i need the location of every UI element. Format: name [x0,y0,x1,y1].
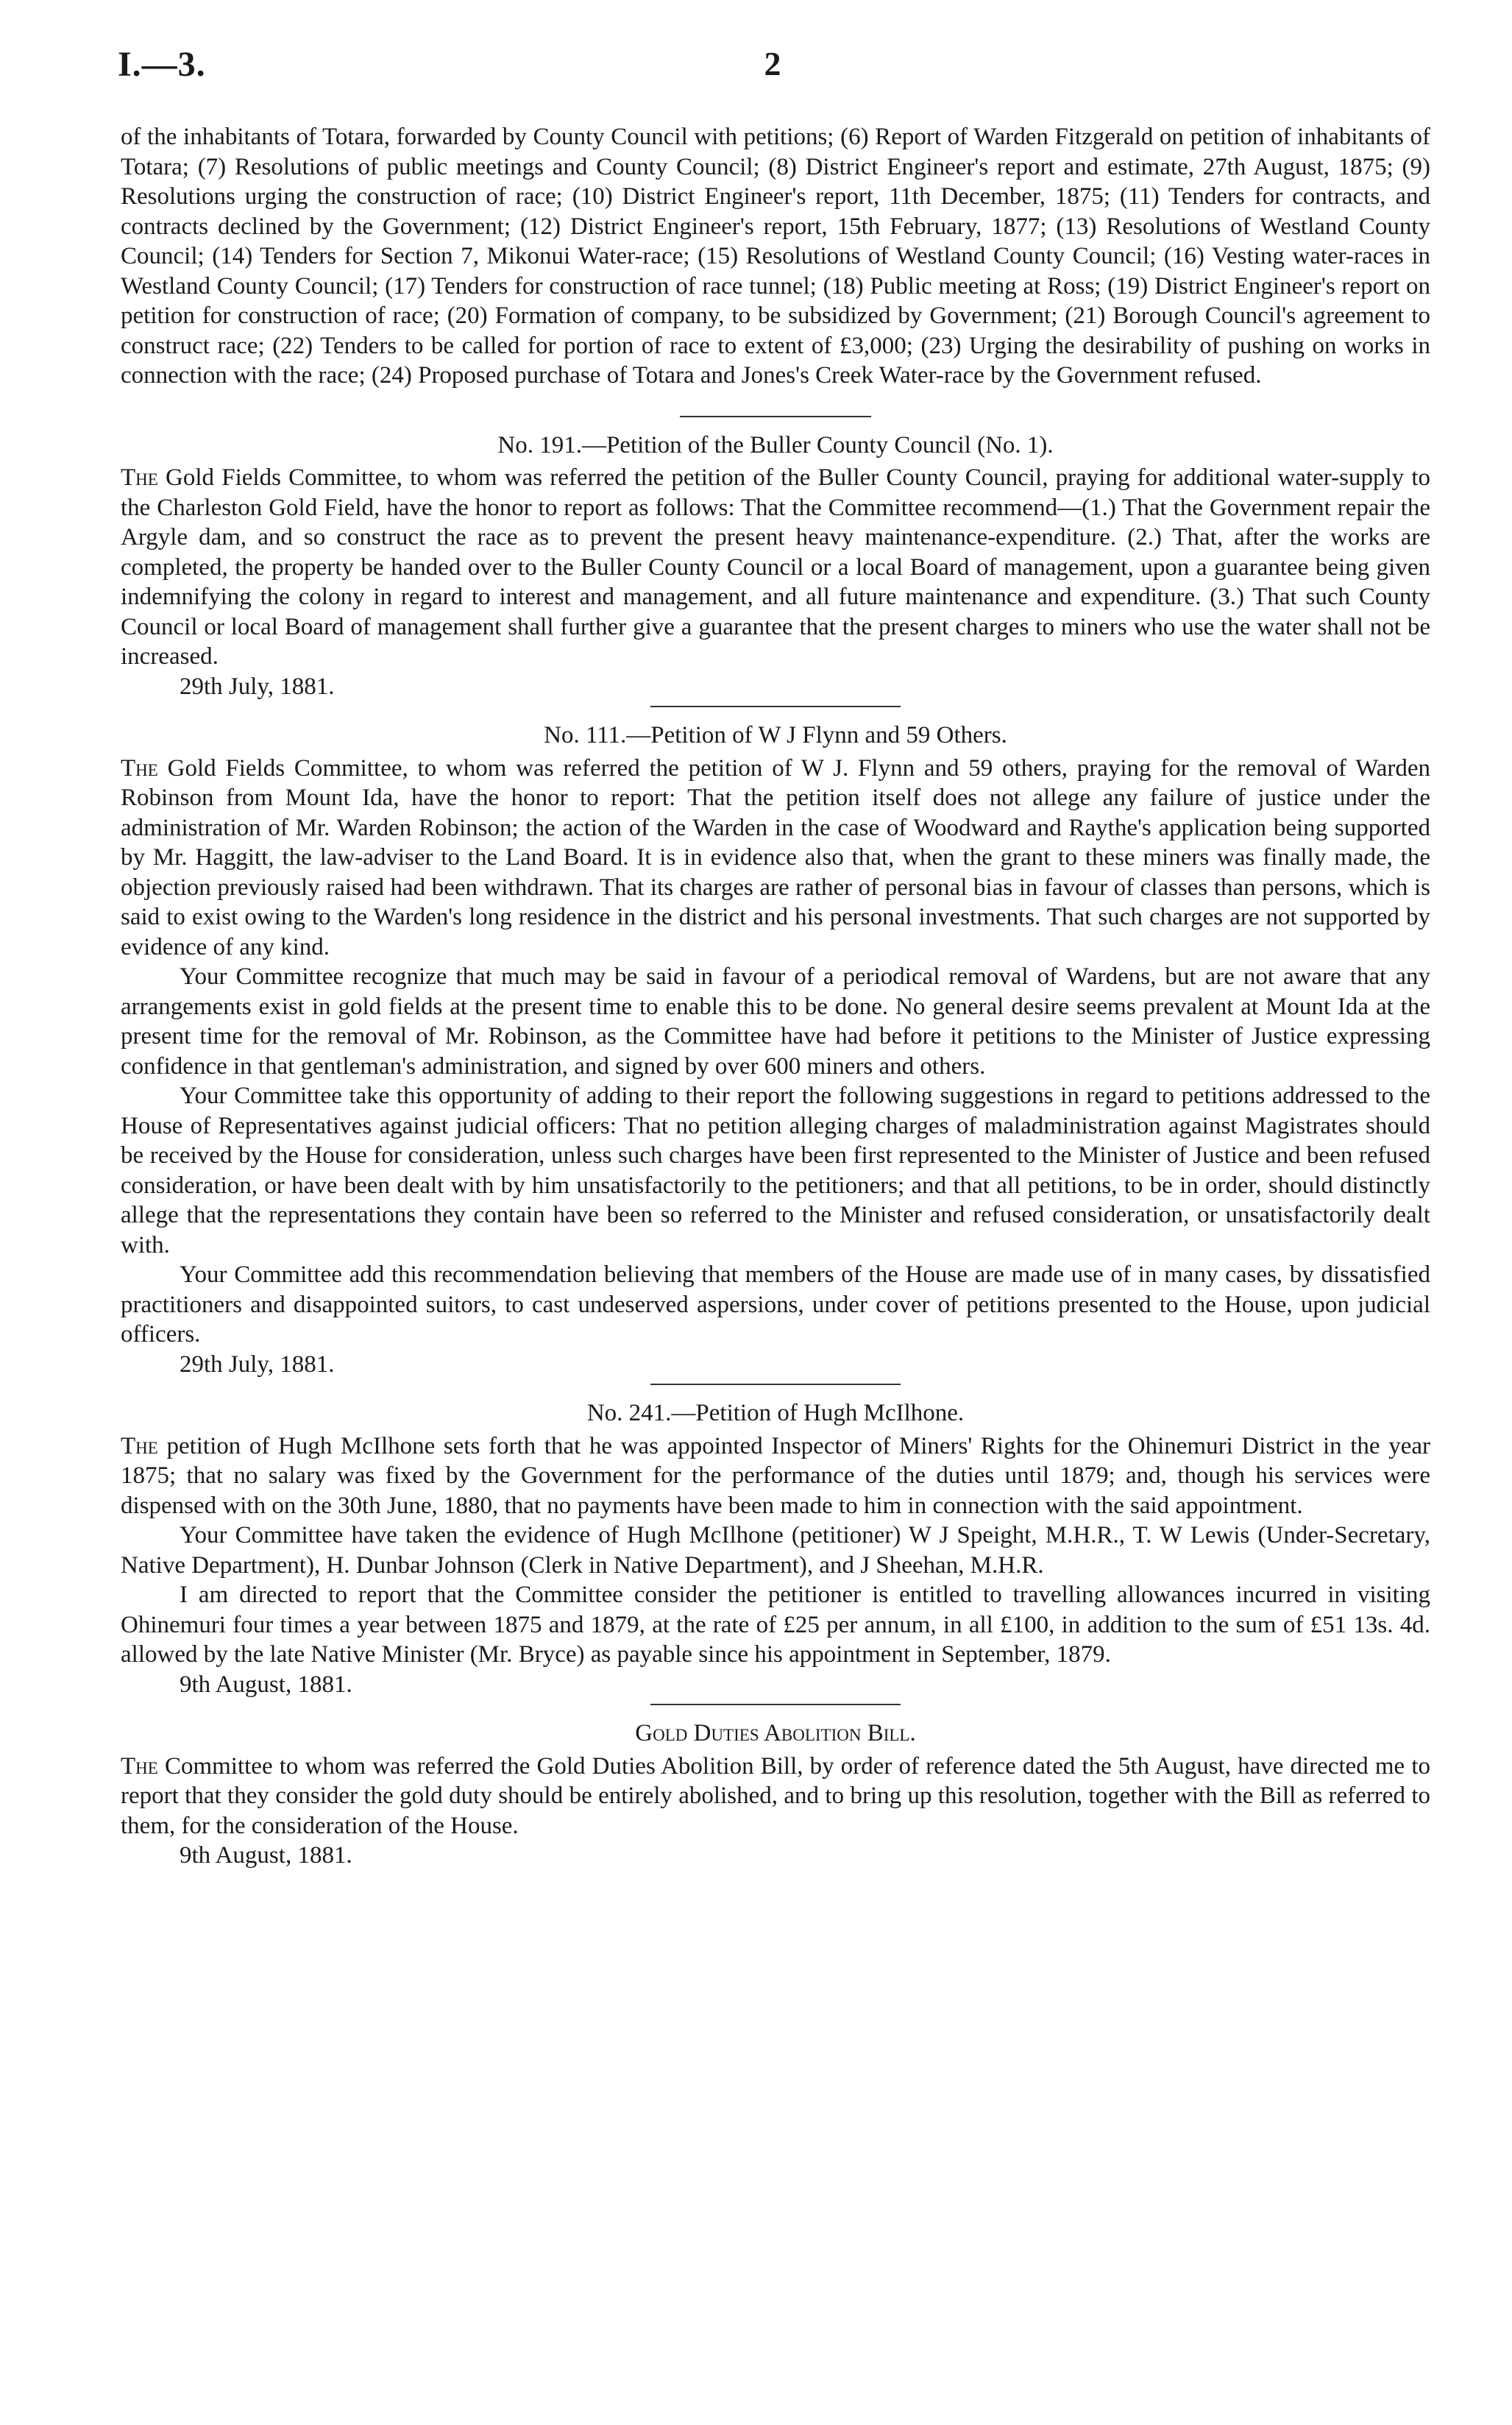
section-date: 29th July, 1881. [180,1350,335,1378]
section-paragraph: I am directed to report that the Committee consider the petitioner is entitled to travelling allowances incurred in visiting Ohinemuri four times a year between 1875 and 1879, at the rate of £25 per annum, in all £100, in addition to the sum of £51 13s. 4d. allowed by the late Native Minister (Mr. Bryce) as payable since his appointment in September, 1879. [121,1582,1430,1668]
document-reference: I.—3. [118,45,206,84]
section-heading-flynn: No. 111.—Petition of W J Flynn and 59 Others. [544,722,1007,748]
section-paragraph: The petition of Hugh McIlhone sets forth that he was appointed Inspector of Miners' Rights for the Ohinemuri District in the year 1875; that no salary was fixed by the Government for the performance of the duties until 1879; and, though his services were dispensed with on the 30th June, 1880, that no payments have been made to him in connection with the said appointment. [121,1432,1430,1519]
page-header [118,44,1427,96]
section-paragraph: The Committee to whom was referred the Gold Duties Abolition Bill, by order of reference dated the 5th August, have directed me to report that they consider the gold duty should be entirely abolished, and to bring up this resolution, together with the Bill as referred to them, for the consideration of the House. [121,1752,1430,1839]
section-heading-gold-duties: Gold Duties Abolition Bill. [635,1720,916,1746]
section-paragraph: Your Committee add this recommendation believing that members of the House are made use of in many cases, by dissatisfied practitioners and disappointed suitors, to cast undeserved aspersions, under cover of petitions presented to the House, upon judicial officers. [121,1261,1430,1348]
section-divider [680,416,871,417]
lead-word: The [121,754,158,782]
lead-word: The [121,464,158,491]
report-body [121,122,1430,1871]
section-divider [650,706,901,707]
section-paragraph: The Gold Fields Committee, to whom was referred the petition of the Buller County Council, praying for additional water-supply to the Charleston Gold Field, have the honor to report as follows: That the Committee recommend—(1.) That the Government repair the Argyle dam, and so construct the race as to prevent the present heavy maintenance-expenditure. (2.) That, after the works are completed, the property be handed over to the Buller County Council or a local Board of management, upon a guarantee being given indemnifying the colony in regard to interest and management, and all future maintenance and expenditure. (3.) That such County Council or local Board of management shall further give a guarantee that the present charges to miners who use the water shall not be increased. [121,464,1430,670]
intro-paragraph: of the inhabitants of Totara, forwarded by County Council with petitions; (6) Report of Warden Fitzgerald on petition of inhabitants of Totara; (7) Resolutions of public meetings and County Council; (8) District Engineer's report and estimate, 27th August, 1875; (9) Resolutions urging the construction of race; (10) District Engineer's report, 11th December, 1875; (11) Tenders for contracts, and contracts declined by the Government; (12) District Engineer's report, 15th February, 1877; (13) Resolutions of Westland County Council; (14) Tenders for Section 7, Mikonui Water-race; (15) Resolutions of Westland County Council; (16) Vesting water-races in Westland County Council; (17) Tenders for construction of race tunnel; (18) Public meeting at Ross; (19) District Engineer's report on petition for construction of race; (20) Formation of company, to be subsidized by Government; (21) Borough Council's agreement to construct race; (22) Tenders to be called for portion of race to extent of £3,000; (23) Urging the desirability of pushing on works in connection with the race; (24) Proposed purchase of Totara and Jones's Creek Water-race by the Government refused. [121,124,1430,389]
section-paragraph: Your Committee recognize that much may be said in favour of a periodical removal of Wardens, but are not aware that any arrangements exist in gold fields at the present time to enable this to be done. No general desire seems prevalent at Mount Ida at the present time for the removal of Mr. Robinson, as the Committee have had before it petitions to the Minister of Justice expressing confidence in that gentleman's administration, and signed by over 600 miners and others. [121,963,1430,1080]
section-paragraph: The Gold Fields Committee, to whom was referred the petition of W J. Flynn and 59 others, praying for the removal of Warden Robinson from Mount Ida, have the honor to report: That the petition itself does not allege any failure of justice under the administration of Mr. Warden Robinson; the action of the Warden in the case of Woodward and Raythe's application being supported by Mr. Haggitt, the law-adviser to the Land Board. It is in evidence also that, when the grant to these miners was finally made, the objection previously raised had been withdrawn. That its charges are rather of personal bias in favour of classes than persons, which is said to exist owing to the Warden's long residence in the district and his personal investments. That such charges are not supported by evidence of any kind. [121,754,1430,960]
page-number: 2 [764,45,781,82]
section-paragraph: Your Committee take this opportunity of adding to their report the following suggestions in regard to petitions addressed to the House of Representatives against judicial officers: That no petition alleging charges of maladministration against Magistrates should be received by the House for consideration, unless such charges have been first represented to the Minister of Justice and been refused consideration, or have been dealt with by him unsatisfactorily to the petitioners; and that all petitions, to be in order, should distinctly allege that the representations they contain have been so referred to the Minister and refused consideration, or unsatisfactorily dealt with. [121,1083,1430,1258]
lead-word: The [121,1432,158,1459]
section-heading-buller: No. 191.—Petition of the Buller County Council (No. 1). [497,431,1054,459]
section-date: 9th August, 1881. [180,1842,352,1869]
section-date: 9th August, 1881. [180,1671,352,1698]
section-divider [650,1384,901,1385]
section-heading-mcilhone: No. 241.—Petition of Hugh McIlhone. [586,1400,965,1426]
section-paragraph: Your Committee have taken the evidence of Hugh McIlhone (petitioner) W J Speight, M.H.R., T. W Lewis (Under-Secretary, Native Department), H. Dunbar Johnson (Clerk in Native Department), and J Sheehan, M.H.R. [121,1522,1430,1579]
section-divider [650,1704,901,1705]
section-date: 29th July, 1881. [180,673,335,700]
lead-word: The [121,1752,158,1780]
